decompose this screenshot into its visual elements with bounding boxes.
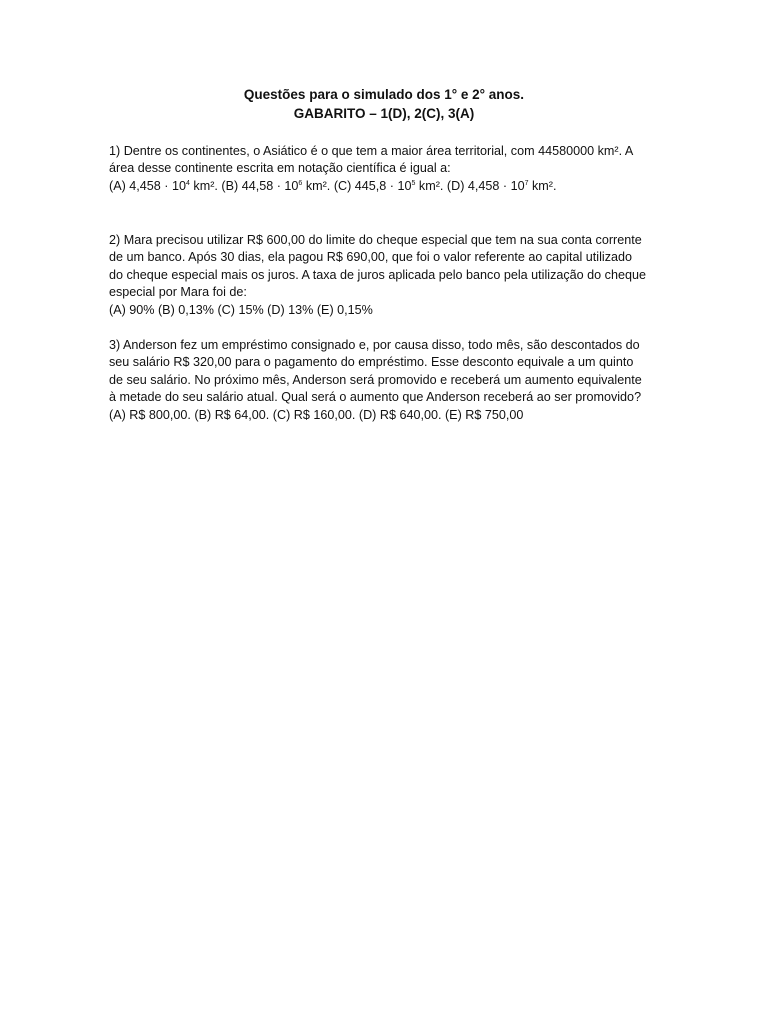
option-c-unit: km². [415, 178, 447, 193]
question-3 [109, 337, 669, 424]
question-1-line-1: 1) Dentre os continentes, o Asiático é o que tem a maior área territorial, com 44580000 km². A [109, 144, 634, 158]
question-3-options: (A) R$ 800,00. (B) R$ 64,00. (C) R$ 160,00. (D) R$ 640,00. (E) R$ 750,00 [109, 407, 524, 422]
question-1-options [109, 178, 669, 195]
option-a-exponent: 4 [186, 179, 190, 187]
question-3-line-1: 3) Anderson fez um empréstimo consignado e, por causa disso, todo mês, são descontados do [109, 338, 640, 352]
question-2 [109, 232, 669, 319]
option-d-unit: km². [528, 178, 557, 193]
question-2-line-2: de um banco. Após 30 dias, ela pagou R$ 690,00, que foi o valor referente ao capital utilizado [109, 250, 632, 265]
option-c-base: (C) 445,8 · 10 [333, 178, 412, 193]
question-2-line-4: especial por Mara foi de: [109, 285, 247, 300]
option-a-base: (A) 4,458 · 10 [109, 178, 187, 193]
question-3-line-3: de seu salário. No próximo mês, Anderson será promovido e receberá um aumento equivalente [109, 372, 642, 387]
option-b-base: (B) 44,58 · 10 [221, 178, 299, 193]
option-a-unit: km². [189, 178, 222, 193]
answer-key: GABARITO – 1(D), 2(C), 3(A) [293, 106, 475, 121]
option-c-exponent: 5 [411, 179, 416, 187]
option-d-base: (D) 4,458 · 10 [446, 178, 525, 193]
option-d-exponent: 7 [524, 179, 529, 187]
question-1 [109, 143, 669, 195]
question-2-options: (A) 90% (B) 0,13% (C) 15% (D) 13% (E) 0,15% [109, 302, 373, 317]
page-title: Questões para o simulado dos 1° e 2° anos. [243, 87, 525, 102]
question-3-line-4: à metade do seu salário atual. Qual será o aumento que Anderson receberá ao ser promovido? [109, 390, 642, 405]
option-b-exponent: 6 [298, 179, 303, 187]
option-b-unit: km². [302, 178, 334, 193]
question-2-line-1: 2) Mara precisou utilizar R$ 600,00 do limite do cheque especial que tem na sua conta corrente [109, 233, 642, 247]
question-1-line-2: área desse continente escrita em notação científica é igual a: [109, 161, 451, 176]
question-2-line-3: do cheque especial mais os juros. A taxa de juros aplicada pelo banco pela utilização do cheque [109, 267, 646, 282]
question-3-line-2: seu salário R$ 320,00 para o pagamento do empréstimo. Esse desconto equivale a um quinto [109, 355, 634, 370]
